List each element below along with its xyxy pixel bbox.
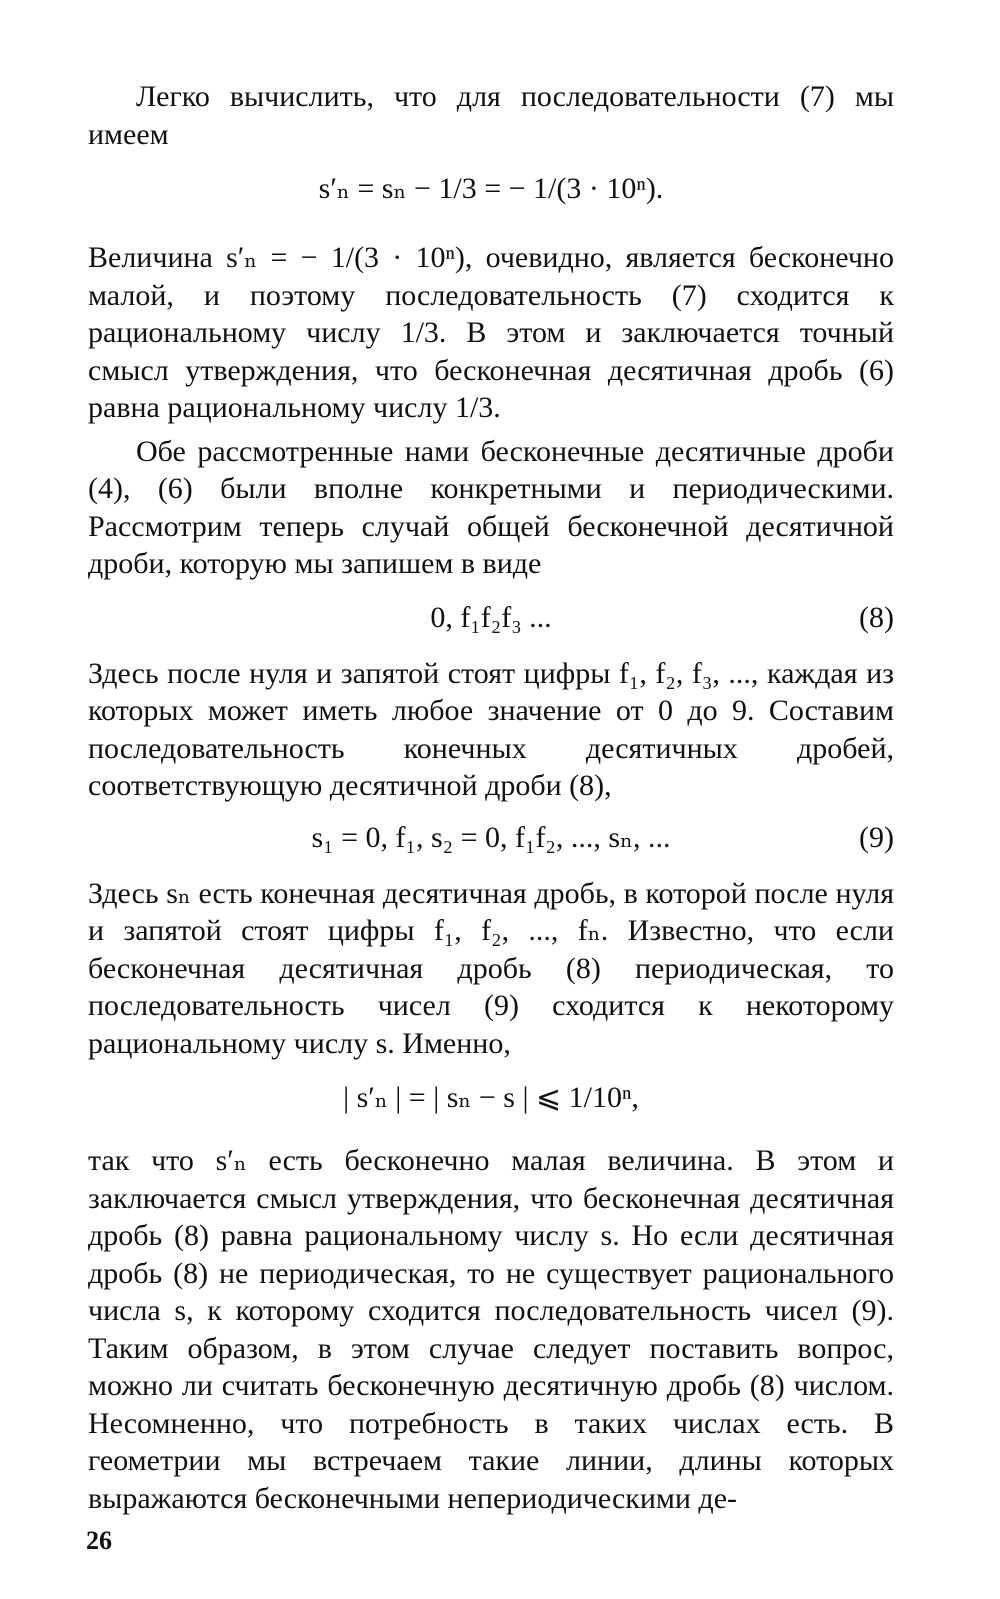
equation-number-9: (9) bbox=[859, 820, 894, 854]
paragraph-1: Легко вычислить, что для последовательности (7) мы имеем bbox=[88, 80, 894, 151]
formula-2: | s′ₙ | = | sₙ − s | ⩽ 1/10ⁿ, bbox=[343, 1081, 639, 1114]
formula-1: s′ₙ = sₙ − 1/3 = − 1/(3 · 10ⁿ). bbox=[318, 172, 664, 205]
paragraph-5: Здесь sₙ есть конечная десятичная дробь, в которой после нуля и запятой стоят цифры f₁, f₂, ..., fₙ. Известно, что если бесконечная десятичная дробь (8) периодическая, то последовательность чисел (9) сходится к некоторому рациональному числу s. Именно, bbox=[88, 876, 894, 1060]
paragraph-6: так что s′ₙ есть бесконечно малая величина. В этом и заключается смысл утверждения, что бесконечная десятичная дробь (8) равна рациональному числу s. Но если десятичная дробь (8) не периодическая, то не существует рационального числа s, к которому сходится последовательность чисел (9). Таким образом, в этом случае следует поставить вопрос, можно ли считать бесконечную десятичную дробь (8) числом. Несомненно, что потребность в таких числах есть. В геометрии мы встречаем такие линии, длины которых выражаются бесконечными непериодическими де- bbox=[88, 1144, 894, 1515]
paragraph-3: Обе рассмотренные нами бесконечные десятичные дроби (4), (6) были вполне конкретными и периодическими. Рассмотрим теперь случай общей бесконечной десятичной дроби, которую мы запишем в виде bbox=[88, 434, 894, 580]
page-number: 26 bbox=[86, 1526, 112, 1555]
formula-9: s₁ = 0, f₁, s₂ = 0, f₁f₂, ..., sₙ, ... (9) bbox=[88, 819, 894, 857]
page-content bbox=[88, 78, 894, 1517]
paragraph-2: Величина s′ₙ = − 1/(3 · 10ⁿ), очевидно, является бесконечно малой, и поэтому последовательность (7) сходится к рациональному числу 1/3. В этом и заключается точный смысл утверждения, что бесконечная десятичная дробь (6) равна рациональному числу 1/3. bbox=[88, 241, 894, 424]
formula-8: 0, f₁f₂f₃ ... (8) bbox=[88, 599, 894, 637]
equation-number-8: (8) bbox=[859, 600, 894, 634]
paragraph-4: Здесь после нуля и запятой стоят цифры f₁, f₂, f₃, ..., каждая из которых может иметь любое значение от 0 до 9. Составим последовательность конечных десятичных дробей, соответствующую десятичной дроби (8), bbox=[88, 656, 894, 802]
